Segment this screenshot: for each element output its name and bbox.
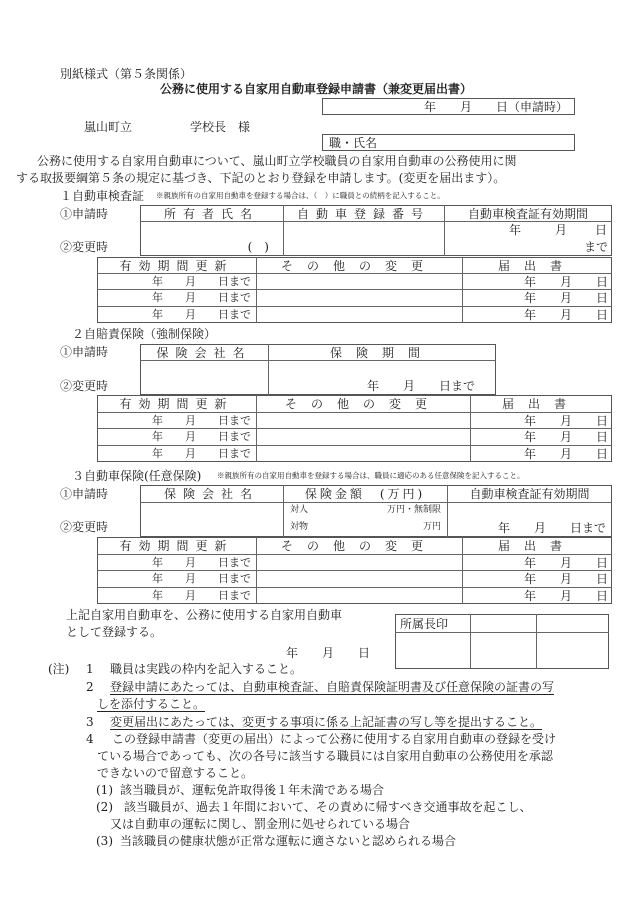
renewal-cell[interactable]: 年 月 日まで (152, 308, 251, 321)
notice-cell[interactable]: 年 月 日 (523, 589, 608, 603)
registration-number-header: 自動車登録番号 (296, 207, 430, 221)
inspection-validity-input[interactable]: 年 月 日まで (497, 521, 606, 535)
notice-cell[interactable]: 年 月 日 (523, 430, 608, 444)
principal-stamp-label: 所属長印 (400, 617, 449, 631)
coverage-amount-input[interactable]: 対人 万円・無制限 対物 万円 (290, 505, 441, 532)
insurer-header: 保険会社名 (156, 346, 252, 360)
relationship-paren: ( ) (247, 240, 269, 254)
subnote-number: (2) (96, 800, 113, 814)
inspection-validity-header: 自動車検査証有効期間 (467, 207, 588, 221)
section1-title: １自動車検査証 (60, 189, 145, 203)
subnote-text: 当該職員の健康状態が正常な運転に適さないと認められる場合 (120, 834, 457, 848)
insurer-input[interactable] (141, 361, 268, 394)
intro-line-1: 公務に使用する自家用自動車について、嵐山町立学校職員の自家用自動車の公務使用に関 (37, 154, 517, 168)
note-text-cont: しを添付すること。 (97, 697, 206, 711)
renewal-cell[interactable]: 年 月 日まで (152, 589, 251, 602)
coverage-amount-header: 保険金額 (万円) (304, 487, 426, 501)
notice-cell[interactable]: 年 月 日 (523, 447, 608, 461)
owner-name-header: 所有者氏名 (163, 207, 259, 221)
insurance-period-header: 保険期間 (329, 346, 434, 360)
intro-line-2: する取扱要綱第５条の規定に基づき、下記のとおり登録を申請します。(変更を届出ます）。 (16, 171, 506, 185)
subnote-text: 該当職員が、運転免許取得後１年未満である場合 (120, 783, 385, 797)
owner-name-input[interactable] (140, 222, 283, 255)
subnote-number: (3) (96, 834, 113, 848)
section1-note: ※親族所有の自家用自動車を登録する場合は、（ ）に職員との続柄を記入すること。 (156, 191, 445, 200)
note-number: 2 (86, 680, 94, 694)
addressee-town: 嵐山町立 (84, 120, 133, 134)
section2-title: ２自賠責保険（強制保険） (72, 327, 217, 341)
section3-apply-label: ①申請時 (60, 487, 109, 501)
notice-header: 届出書 (497, 259, 576, 273)
form-reference: 別紙様式（第５条関係） (60, 67, 193, 81)
addressee-title: 学校長 様 (190, 120, 251, 134)
renewal-cell[interactable]: 年 月 日まで (152, 556, 251, 569)
insurer-input[interactable] (141, 503, 283, 536)
section3-note: ※親族所有の自家用自動車を登録する場合は、職員に適応のある任意保険を記入すること。 (217, 471, 525, 480)
note-text: 職員は実践の枠内を記入すること。 (110, 662, 303, 676)
notice-cell[interactable]: 年 月 日 (523, 414, 608, 428)
note-text: 登録申請にあたっては、自動車検査証、自賠責保険証明書及び任意保険の証書の写 (110, 680, 555, 694)
approval-line-1: 上記自家用自動車を、公務に使用する自家用自動車 (66, 608, 343, 622)
notice-cell[interactable]: 年 月 日 (523, 291, 608, 305)
application-date-field[interactable] (322, 98, 575, 115)
section3-title: ３自動車保険(任意保険) (72, 469, 202, 483)
approval-line-2: として登録する。 (66, 625, 163, 639)
subnote-number: (1) (96, 783, 113, 797)
renewal-cell[interactable]: 年 月 日まで (152, 414, 251, 427)
renewal-header: 有効期間更新 (119, 397, 234, 411)
stamp-cell[interactable] (471, 615, 536, 668)
section2-apply-label: ①申請時 (60, 345, 109, 359)
subnote-text: 該当職員が、過去１年間において、その責めに帰すべき交通事故を起こし、 (124, 800, 532, 814)
note-number: 4 (86, 732, 94, 746)
renewal-header: 有効期間更新 (119, 259, 234, 273)
notice-cell[interactable]: 年 月 日 (523, 275, 608, 289)
notice-cell[interactable]: 年 月 日 (523, 572, 608, 586)
renewal-header: 有効期間更新 (119, 539, 234, 553)
other-change-header: その他の変更 (280, 259, 437, 273)
note-number: 1 (86, 662, 94, 676)
notice-cell[interactable]: 年 月 日 (523, 308, 608, 322)
note-number: 3 (86, 715, 94, 729)
section1-change-label: ②変更時 (60, 240, 109, 254)
page-title: 公務に使用する自家用自動車登録申請書（兼変更届出書） (160, 82, 473, 96)
registration-number-input[interactable] (284, 222, 444, 255)
renewal-cell[interactable]: 年 月 日まで (152, 572, 251, 585)
other-change-header: その他の変更 (284, 397, 441, 411)
stamp-cell[interactable] (537, 615, 608, 668)
note-text: この登録申請書（変更の届出）によって公務に使用する自家用自動車の登録を受け (100, 732, 557, 746)
application-date-label: 年 月 日（申請時） (423, 100, 568, 114)
notes-prefix: (注) (48, 662, 70, 676)
inspection-validity-header: 自動車検査証有効期間 (469, 487, 590, 501)
section1-apply-label: ①申請時 (60, 207, 109, 221)
insurance-period-input[interactable]: 年 月 日まで (366, 379, 475, 393)
notice-header: 届出書 (501, 397, 580, 411)
renewal-cell[interactable]: 年 月 日まで (152, 430, 251, 443)
other-change-header: その他の変更 (280, 539, 437, 553)
position-name-field[interactable] (322, 134, 575, 151)
section3-change-label: ②変更時 (60, 520, 109, 534)
renewal-cell[interactable]: 年 月 日まで (152, 275, 251, 288)
position-name-label: 職・氏名 (329, 136, 378, 150)
subnote-text-cont: 又は自動車の運転に関し、罰金刑に処せられている場合 (110, 817, 411, 831)
notice-header: 届出書 (497, 539, 576, 553)
approval-date: 年 月 日 (286, 646, 371, 660)
section2-change-label: ②変更時 (60, 379, 109, 393)
insurer-header: 保険会社名 (163, 487, 259, 501)
note-text: 変更届出にあたっては、変更する事項に係る上記証書の写し等を提出すること。 (110, 715, 543, 729)
note-text-cont: ている場合であっても、次の各号に該当する職員には自家用自動車の公務使用を承認 (97, 749, 553, 763)
notice-cell[interactable]: 年 月 日 (523, 556, 608, 570)
renewal-cell[interactable]: 年 月 日まで (152, 291, 251, 304)
inspection-validity-input[interactable]: 年 月 日 まで (509, 223, 608, 254)
stamp-cell[interactable] (396, 633, 470, 668)
note-text-cont: できないので留意すること。 (97, 766, 254, 780)
renewal-cell[interactable]: 年 月 日まで (152, 447, 251, 460)
